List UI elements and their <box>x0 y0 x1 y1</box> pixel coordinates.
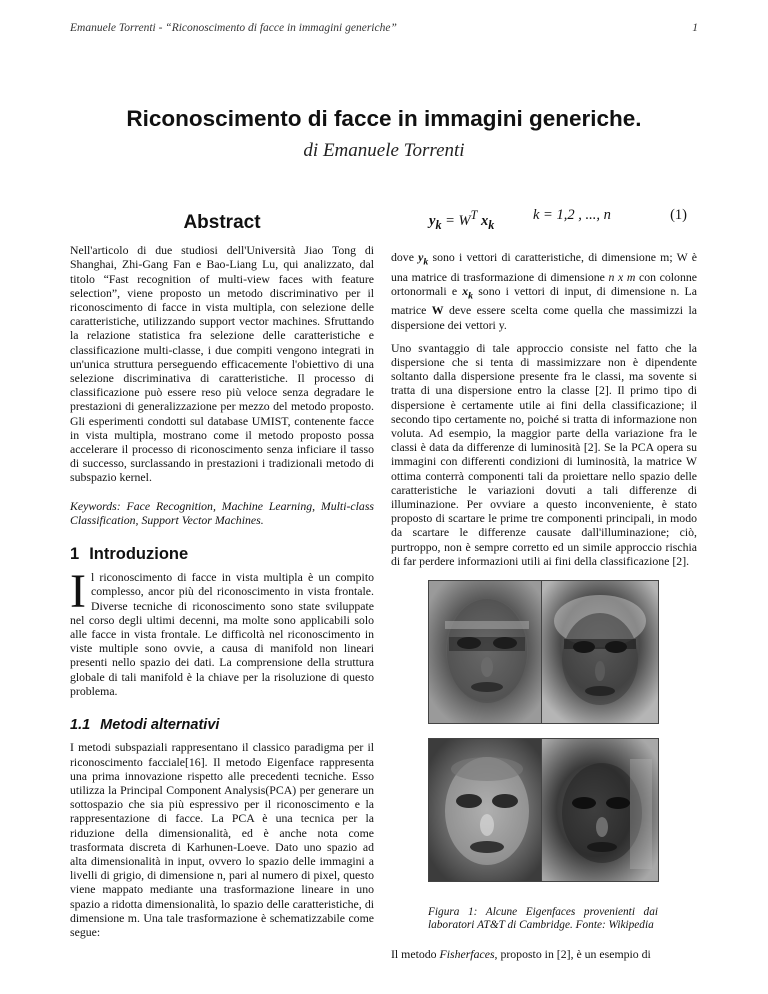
eigenface-image-2 <box>541 580 659 724</box>
right-column <box>391 188 697 970</box>
equation-range: k = 1,2 , ..., n <box>533 207 611 223</box>
metodi-alternativi-text: I metodi subspaziali rappresentano il classico paradigma per il riconoscimento facciale[16]. Il metodo Eigenface rappresenta una prima innovazione rispetto alle precedenti tecniche. Esso utilizza la Principal Component Analysis(PCA) per generare un sottospazio che sia più espressivo per il riconoscimento e la rappresentazione di facce. La PCA è una tecnica per la riduzione della dimensionalità, ed è anche nota come trasformata discreta di Karhunen-Loeve. Dato uno spazio ad alta dimensionalità in input, ovvero lo spazio delle immagini a livelli di grigio, di dimensione n, pari al numero di pixel, questo viene mappato mediante una trasformazione lineare in uno spazio a ridotta dimensionalità, lo spazio delle caratteristiche, di dimensione m. Una tale trasformazione è schematizzabile come segue: <box>70 740 374 939</box>
fisherfaces-text: Il metodo Fisherfaces, proposto in [2], è un esempio di <box>391 946 651 961</box>
running-header <box>70 22 698 34</box>
eigenface-image-1 <box>428 580 546 724</box>
page-number: 1 <box>692 22 698 34</box>
equation-number: (1) <box>670 207 687 223</box>
introduzione-text <box>70 565 374 698</box>
introduzione-body: l riconoscimento di facce in vista multipla è un compito complesso, ancor più del riconoscimento in vista frontale. Diverse tecniche di riconoscimento sono state sviluppate nel corso degli ultimi decenni, ma molte sono applicabili solo alle facce in vista frontale. Le difficoltà nel riconoscimento in viste multiple sono ovvie, a causa di manifold non lineari presenti nello spazio dei dati. La comprensione della struttura globale di tali manifold è la chiave per la risoluzione di questo problema. <box>70 570 374 698</box>
pca-drawback-text: Uno svantaggio di tale approccio consiste nel fatto che la dispersione che si tenta di massimizzare non è dipendente soltanto dalla dispersione presente fra le classi, ma sovente si tratta di una dispersione entro la classe [2]. Il primo tipo di dispersione è certamente utile ai fini della classificazione; il secondo tipo certamente no, poiché si tratta di informazione non voluta. Ad esempio, la maggior parte della variazione fra le classi è data da differenze di luminosità [2]. Se la PCA opera su immagini con differenti condizioni di luminosità, la matrice W ottima conterrà componenti tali da proiettare nello spazio delle caratteristiche le variazioni dovuti a tali differenze di illuminazione. Per ovviare a questo inconveniente, è stato proposto di scartare le prime tre componenti principali, in modo da scartare le differenze causate dall'illuminazione; ciò, purtroppo, non è sempre corretto ed un simile approccio rischia di far perdere informazioni utili ai fini della classificazione [2]. <box>391 340 697 568</box>
equation-explanation: dove $y_k$ sono i vettori di caratteristiche, di dimensione m; W è una matrice di trasformazione di dimensione n x m con colonne ortonormali e $x_k$ sono i vettori di input, di dimensione n. La matrice W deve essere scelta come quella che massimizzi la dispersione dei vettori y. <box>391 250 697 332</box>
subsection-number: 1.1 <box>70 717 91 734</box>
paper-title: Riconoscimento di facce in immagini generiche. <box>126 106 642 131</box>
section-heading-introduzione <box>70 545 374 564</box>
running-title: Emanuele Torrenti - “Riconoscimento di facce in immagini generiche” <box>70 22 397 34</box>
subsection-title: Metodi alternativi <box>100 717 220 734</box>
drop-cap: I <box>70 565 86 619</box>
section-number: 1 <box>70 545 80 564</box>
figure-1-caption: Figura 1: Alcune Eigenfaces provenienti dai laboratori AT&T di Cambridge. Fonte: Wikipedia <box>428 905 658 932</box>
eigenface-image-4 <box>541 738 659 882</box>
eigenface-image-3 <box>428 738 546 882</box>
abstract-text: Nell'articolo di due studiosi dell'Università Jiao Tong di Shanghai, Zhi-Gang Fan e Bao-Liang Lu, qui analizzato, dal titolo “Fast recognition of multi-view faces with feature selection”, viene proposto un metodo discriminativo per il riconoscimento di facce in vista multipla, con selezione delle caratteristiche, utilizzando support vector machines. Sfruttando la relazione statistica fra selezione delle caratteristiche e classificazione multi-classe, i due compiti vengono integrati in un'unica struttura perseguendo efficacemente l'obiettivo di una selezione discriminativa di caratteristiche. Il processo di classificazione può essere reso più veloce senza degradare le prestazioni di generalizzazione per mezzo del metodo proposto. Gli esperimenti condotti sul database UMIST, contenente facce in vista multipla, mostrano come il metodo proposto possa accelerare il processo di riconoscimento senza inficiare il tasso di successo, surclassando in prestazioni i tradizionali metodo di subspazio kernel. <box>70 243 374 485</box>
paper-author: di Emanuele Torrenti <box>303 140 465 161</box>
keywords: Keywords: Face Recognition, Machine Learning, Multi-class Classification, Support Vector Machines. <box>70 498 374 527</box>
equation-1 <box>391 204 697 230</box>
abstract-heading: Abstract <box>183 212 261 233</box>
section-title: Introduzione <box>89 545 189 564</box>
left-column <box>70 188 374 948</box>
eigenfaces-figure <box>391 580 697 902</box>
subsection-heading-metodi-alternativi <box>70 718 374 732</box>
equation-lhs: $y_k = W^T$ $x_k$ <box>429 208 495 232</box>
